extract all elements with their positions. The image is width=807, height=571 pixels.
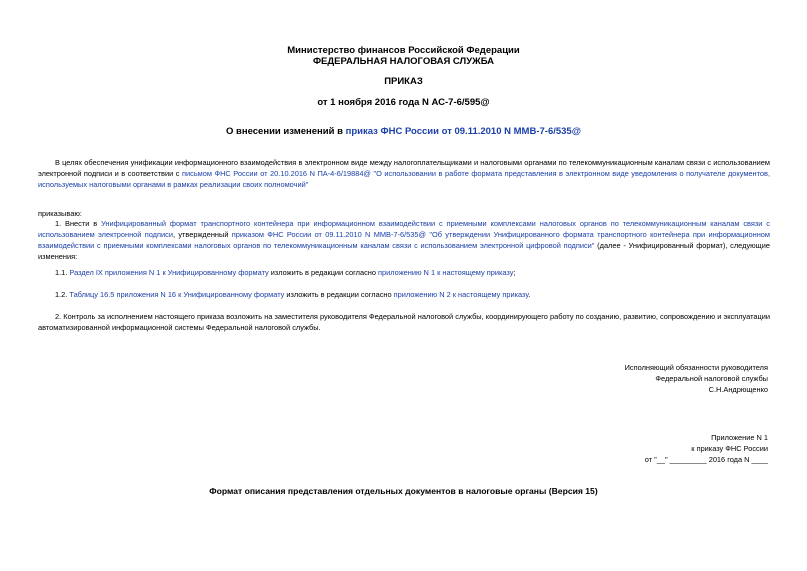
item-2-paragraph: 2. Контроль за исполнением настоящего приказа возложить на заместителя руководителя Федеральной налоговой службы, координирующего работу по созданию, развитию, сопровождению и эксплуатации автоматизированной информационной системы Федеральной налоговой службы. [38,312,770,332]
appendix-2-link[interactable]: приложению N 2 к настоящему приказу [393,290,529,299]
item-1-text-b: , утвержденный [172,230,232,239]
section-ix-link[interactable]: Раздел IX приложения N 1 к Унифицированному формату [69,268,269,277]
document-type: ПРИКАЗ [384,76,423,87]
service-name: ФЕДЕРАЛЬНАЯ НАЛОГОВАЯ СЛУЖБА [312,56,495,67]
subitem-1-1 [38,267,770,278]
ministry-name: Министерство финансов Российской Федерации [287,45,520,56]
subitem-1-2 [38,289,770,300]
order-535-link[interactable]: приказом ФНС России от 09.11.2010 N ММВ-7-6/535@ "Об утверждении Унифицированного формата транспортного контейнера при информационном взаимодействии с приемными комплексами налоговых органов по телекоммуникационным каналам связи с использованием электронной цифровой подписи" [38,230,770,250]
appendix-heading: Формат описания представления отдельных документов в налоговые органы (Версия 15) [209,486,598,496]
appendix-1-link[interactable]: приложению N 1 к настоящему приказу [378,268,514,277]
document-date: от 1 ноября 2016 года N АС-7-6/595@ [317,97,490,108]
signature-block [625,362,768,395]
fns-letter-link[interactable]: письмом ФНС России от 20.10.2016 N ПА-4-6/19884@ "О использовании в работе формата представления в электронном виде уведомления о получателе документов, используемых налоговыми органами в рамках реализации своих полномочий" [38,169,770,189]
signature-organization: Федеральной налоговой службы [655,374,768,383]
subitem-1-2-number: 1.2. [55,290,70,299]
item-1-paragraph [38,218,770,262]
appendix-date: от "__" _________ 2016 года N ____ [644,455,768,464]
signature-name: С.Н.Андрющенко [708,385,768,394]
item-1-text-a: 1. Внести в [55,219,102,228]
order-word: приказываю: [38,209,82,218]
preamble-paragraph [38,157,770,190]
document-title [0,126,807,137]
signature-title: Исполняющий обязанности руководителя [624,363,768,372]
table-16-5-link[interactable]: Таблицу 16.5 приложения N 16 к Унифицированному формату [69,290,285,299]
appendix-number: Приложение N 1 [711,433,768,442]
appendix-reference [645,432,768,465]
item-1-text-c: (далее - Унифицированный формат), следующие изменения: [38,241,771,261]
subitem-1-1-number: 1.1. [55,268,70,277]
subitem-1-1-text: изложить в редакции согласно [268,268,379,277]
title-prefix: О внесении изменений в [226,126,346,137]
subitem-1-2-text: изложить в редакции согласно [284,290,394,299]
subitem-1-1-end: ; [513,268,516,277]
subitem-1-2-end: . [528,290,531,299]
preamble-text: В целях обеспечения унификации информационного взаимодействия в электронном виде между налогоплательщиками и налоговыми органами по телекоммуникационным каналам связи с использованием электронной подписи и в соответствии с [38,158,770,178]
title-order-link[interactable]: приказ ФНС России от 09.11.2010 N ММВ-7-6/535@ [345,126,581,137]
appendix-order: к приказу ФНС России [691,444,768,453]
unified-format-link[interactable]: Унифицированный формат транспортного контейнера при информационном взаимодействии с приемными комплексами налоговых органов по телекоммуникационным каналам связи с использованием электронной подписи [38,219,770,239]
